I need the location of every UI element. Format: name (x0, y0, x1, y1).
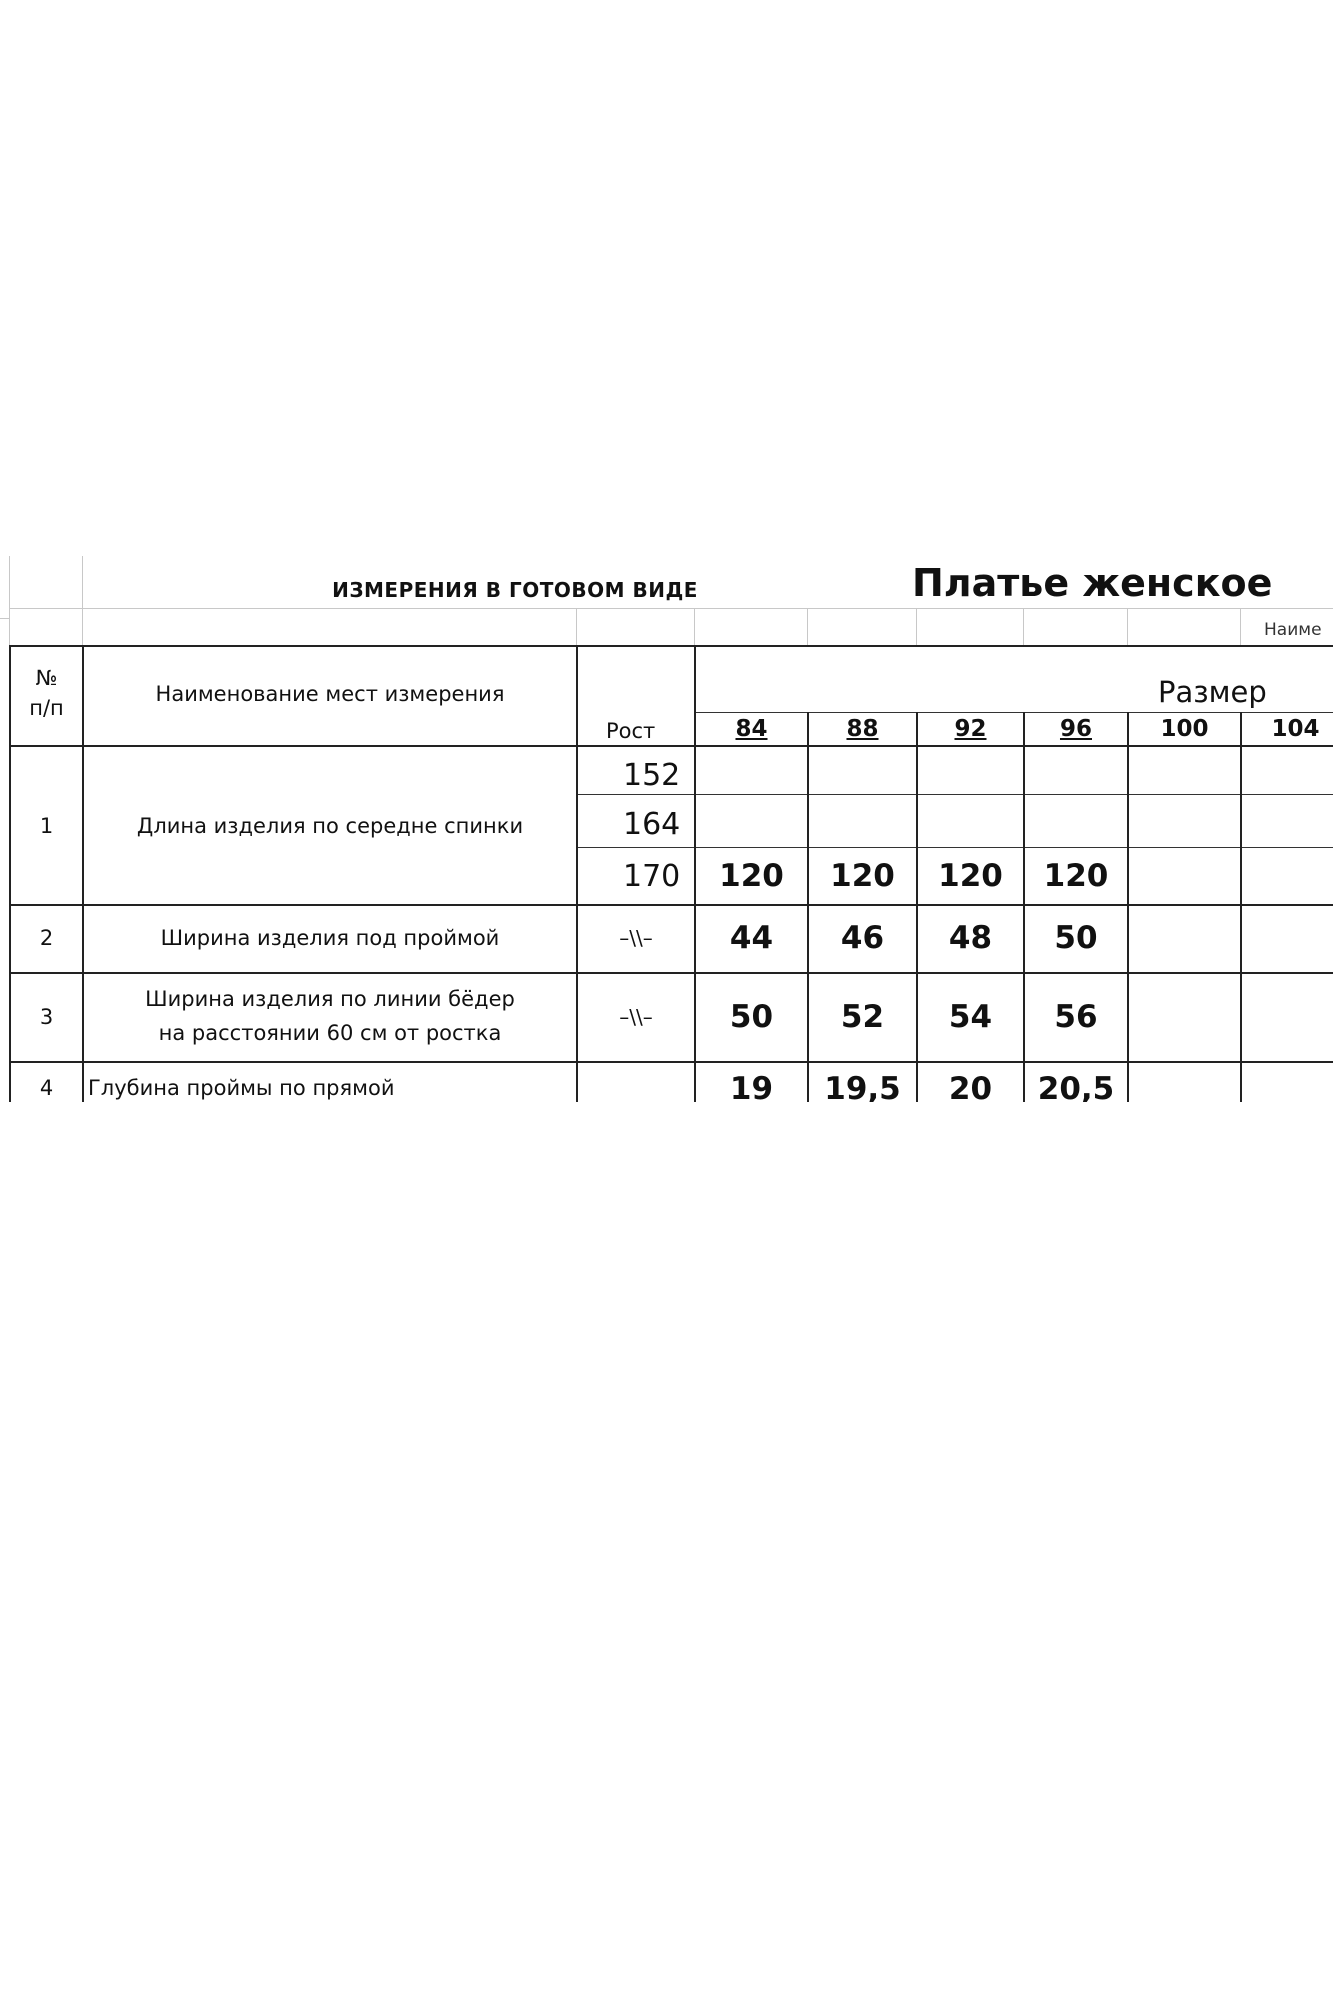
size-104: 104 (1271, 716, 1320, 742)
value-cell: 19,5 (824, 1071, 901, 1102)
measurement-name-line2: на расстоянии 60 см от ростка (158, 1021, 502, 1045)
grid-line (1127, 608, 1128, 646)
measurement-name: Длина изделия по середне спинки (136, 814, 524, 838)
row-number: 2 (39, 926, 54, 950)
table-border (694, 712, 1333, 713)
table-border (9, 745, 1333, 747)
value-cell: 54 (948, 999, 993, 1035)
size-96: 96 (1059, 716, 1092, 742)
table-border (1127, 712, 1129, 1102)
value-cell: 120 (830, 858, 895, 894)
row-number: 4 (39, 1076, 54, 1100)
value-cell: 50 (729, 999, 774, 1035)
col-number-line1: № (35, 666, 58, 690)
measurement-name: Глубина проймы по прямой (88, 1076, 395, 1100)
grid-line (9, 556, 10, 646)
col-height-header: Рост (606, 719, 656, 743)
size-84: 84 (735, 716, 768, 742)
table-border (1023, 712, 1025, 1102)
size-88: 88 (846, 716, 879, 742)
value-cell: 19 (729, 1071, 774, 1102)
table-border (807, 712, 809, 1102)
ditto-mark: –\\– (619, 1005, 653, 1029)
grid-line (1023, 608, 1024, 646)
grid-line (1240, 608, 1241, 646)
table-border (9, 904, 1333, 906)
table-border (1240, 712, 1242, 1102)
height-164: 164 (623, 807, 681, 842)
value-cell: 44 (729, 920, 774, 956)
grid-line (576, 608, 577, 646)
size-92: 92 (954, 716, 987, 742)
table-border (576, 794, 1333, 795)
row-number: 3 (39, 1005, 54, 1029)
value-cell: 48 (948, 920, 993, 956)
table-border (9, 972, 1333, 974)
table-border (576, 645, 578, 1102)
value-cell: 50 (1054, 920, 1098, 956)
col-name-header: Наименование мест измерения (155, 682, 505, 706)
grid-line (82, 556, 83, 646)
value-cell: 120 (719, 858, 784, 894)
grid-line (807, 608, 808, 646)
value-cell: 46 (840, 920, 885, 956)
document-title: Платье женское (912, 561, 1273, 605)
value-cell: 20,5 (1037, 1071, 1115, 1102)
grid-line (9, 608, 1333, 609)
ditto-mark: –\\– (619, 926, 653, 950)
measurement-table (0, 556, 1333, 1102)
value-cell: 120 (938, 858, 1003, 894)
table-border (916, 712, 918, 1102)
grid-line (0, 618, 10, 619)
value-cell: 52 (840, 999, 885, 1035)
size-header: Размер (1158, 675, 1267, 709)
name-label-partial: Наиме (1264, 620, 1322, 640)
height-152: 152 (623, 758, 681, 793)
row-number: 1 (39, 814, 54, 838)
table-border (576, 847, 1333, 848)
measurement-name-line1: Ширина изделия по линии бёдер (145, 987, 515, 1011)
size-100: 100 (1160, 716, 1209, 742)
height-170: 170 (623, 859, 681, 894)
grid-line (694, 608, 695, 646)
measurement-name: Ширина изделия под проймой (160, 926, 500, 950)
grid-line (916, 608, 917, 646)
table-border (9, 645, 1333, 647)
col-number-line2: п/п (29, 696, 64, 720)
sheet-heading: ИЗМЕРЕНИЯ В ГОТОВОМ ВИДЕ (332, 578, 698, 602)
table-border (9, 1061, 1333, 1063)
value-cell: 20 (948, 1071, 993, 1102)
value-cell: 56 (1054, 999, 1098, 1035)
value-cell: 120 (1043, 858, 1109, 894)
